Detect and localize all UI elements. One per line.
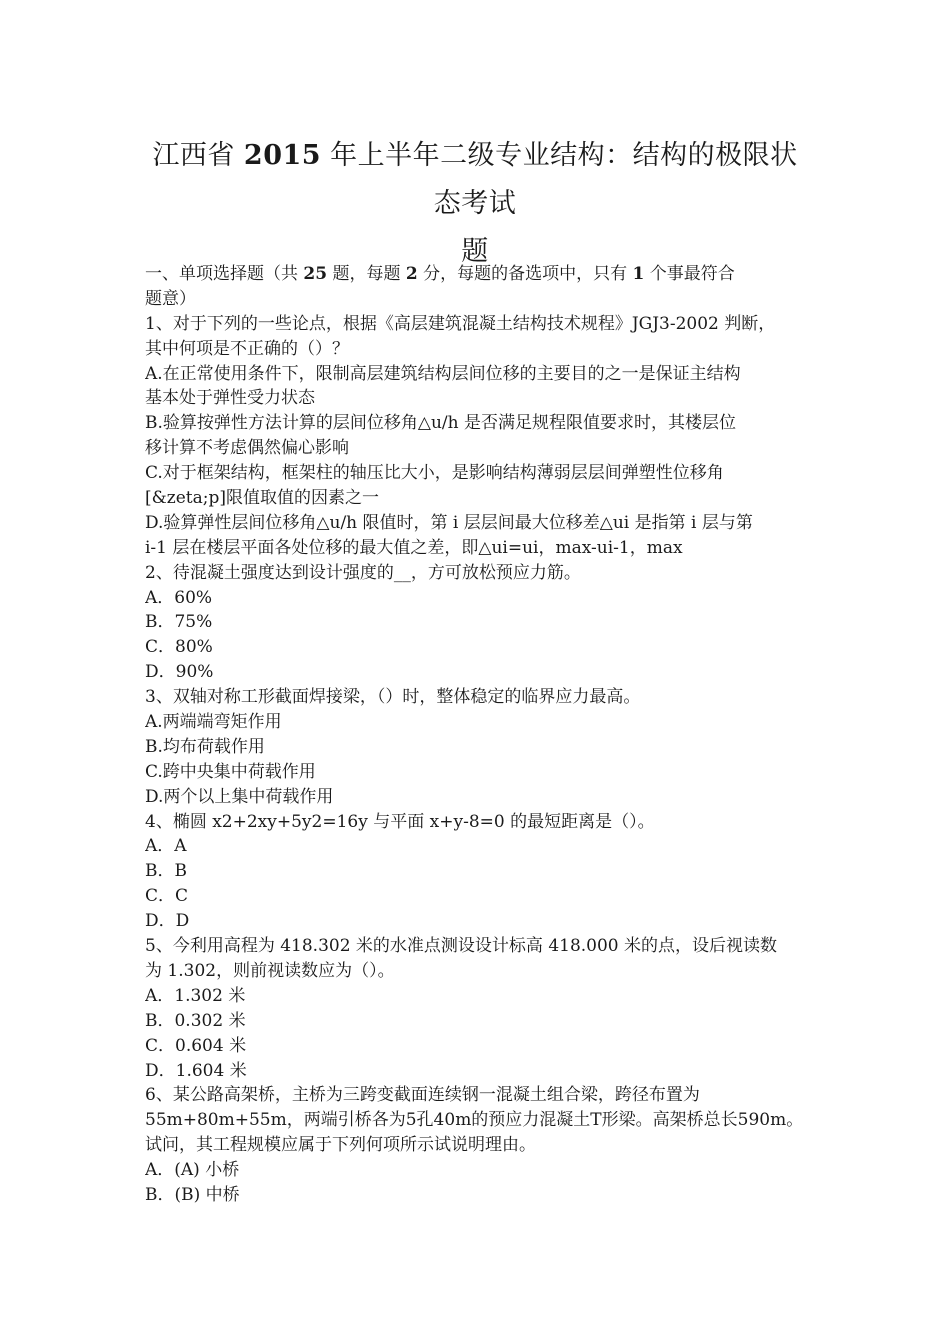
text-line: 2、待混凝土强度达到设计强度的__，方可放松预应力筋。: [145, 562, 581, 583]
text-line: 其中何项是不正确的（）？: [145, 338, 349, 359]
title-line-1: [140, 132, 810, 228]
text-line: D．1.604 米: [145, 1060, 247, 1081]
title-year: 2015: [243, 140, 322, 171]
section-text: 题，每题: [327, 264, 406, 284]
text-line: B.验算按弹性方法计算的层间位移角△u/h 是否满足规程限值要求时，其楼层位: [145, 413, 736, 434]
section-text: 分，每题的备选项中，只有: [417, 264, 633, 284]
question-count: 25: [303, 264, 328, 284]
text-line: i-1 层在楼层平面各处位移的最大值之差，即△ui=ui，max-ui-1，max: [145, 537, 683, 558]
section-heading: [145, 262, 810, 287]
text-line: D.两个以上集中荷载作用: [145, 786, 334, 807]
text-line: C.跨中央集中荷载作用: [145, 761, 316, 782]
text-line: 3、双轴对称工形截面焊接梁，（）时，整体稳定的临界应力最高。: [145, 687, 641, 708]
text-line: D．D: [145, 911, 190, 932]
text-line: B．75%: [145, 612, 213, 633]
document-body: [145, 262, 810, 1208]
text-line: B．(B) 中桥: [145, 1184, 240, 1205]
section-heading-cont: 题意）: [145, 288, 196, 309]
text-line: C．80%: [145, 637, 213, 658]
text-line: [&zeta;p]限值取值的因素之一: [145, 488, 379, 509]
text-line: B．0.302 米: [145, 1010, 246, 1031]
text-line: 基本处于弹性受力状态: [145, 388, 315, 409]
section-text: 一、单项选择题（共: [145, 264, 304, 284]
title-line-2: 题: [461, 236, 489, 267]
text-line: 为 1.302，则前视读数应为（）。: [145, 960, 395, 981]
correct-option-count: 1: [632, 264, 645, 284]
text-line: C.对于框架结构，框架柱的轴压比大小，是影响结构薄弱层层间弹塑性位移角: [145, 463, 724, 484]
title-text-b: 年上半年二级专业结构：结构的极限状态考试: [321, 140, 798, 219]
text-line: A.在正常使用条件下，限制高层建筑结构层间位移的主要目的之一是保证主结构: [145, 363, 741, 384]
text-line: 5、今利用高程为 418.302 米的水准点测设设计标高 418.000 米的点，设后视读数: [145, 936, 778, 957]
text-line: A．(A) 小桥: [145, 1160, 240, 1181]
text-line: B.均布荷载作用: [145, 736, 265, 757]
text-line: A.两端端弯矩作用: [145, 712, 282, 733]
text-line: D.验算弹性层间位移角△u/h 限值时，第 i 层层间最大位移差△ui 是指第 i 层与第: [145, 512, 753, 533]
text-line: A．A: [145, 836, 187, 857]
text-line: C．C: [145, 886, 189, 907]
title-text-a: 江西省: [152, 140, 244, 171]
text-line: 6、某公路高架桥，主桥为三跨变截面连续钢一混凝土组合梁，跨径布置为: [145, 1085, 700, 1106]
text-line: A．60%: [145, 587, 213, 608]
document-title: [140, 132, 810, 276]
text-line: 55m+80m+55m，两端引桥各为5孔40m的预应力混凝土T形梁。高架桥总长590m。: [145, 1110, 804, 1131]
text-line: B．B: [145, 861, 187, 882]
text-line: 移计算不考虑偶然偏心影响: [145, 438, 349, 459]
text-line: 1、对于下列的一些论点，根据《高层建筑混凝土结构技术规程》JGJ3-2002 判断，: [145, 313, 776, 334]
text-line: 4、椭圆 x2+2xy+5y2=16y 与平面 x+y-8=0 的最短距离是（）。: [145, 811, 655, 832]
text-line: 试问，其工程规模应属于下列何项所示试说明理由。: [145, 1135, 536, 1156]
points-per-question: 2: [405, 264, 418, 284]
text-line: D．90%: [145, 662, 214, 683]
text-line: C．0.604 米: [145, 1035, 247, 1056]
section-text: 个事最符合: [644, 264, 735, 284]
text-line: A．1.302 米: [145, 985, 246, 1006]
